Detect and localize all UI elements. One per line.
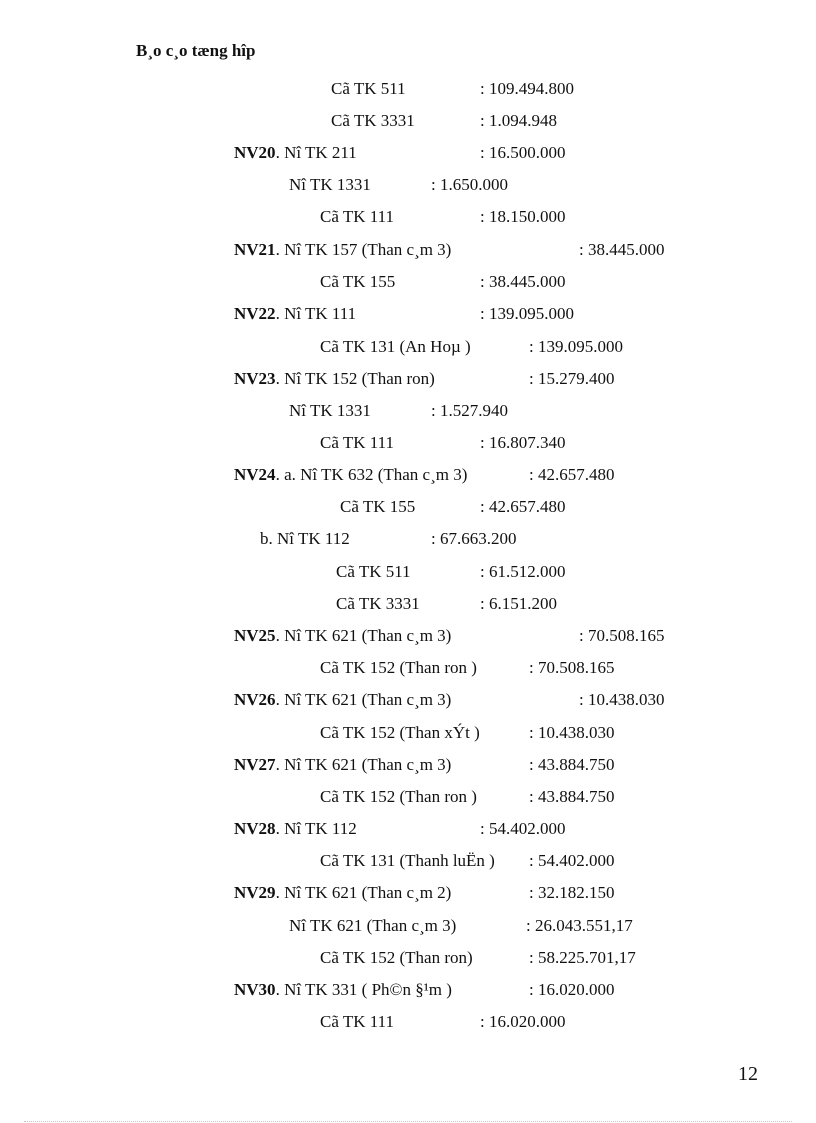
account-text: Cã TK 111 — [320, 207, 394, 226]
amount-value: : 109.494.800 — [480, 79, 574, 98]
entry-line — [234, 690, 451, 710]
account-text: . Nî TK 211 — [275, 143, 357, 162]
entry-tag: NV20 — [234, 143, 276, 162]
account-text: Nî TK 1331 — [289, 175, 371, 194]
entry-line — [320, 433, 394, 453]
page-bottom-rule — [24, 1121, 792, 1122]
amount-value: : 10.438.030 — [579, 690, 665, 709]
amount-value: : 6.151.200 — [480, 594, 557, 613]
entry-tag: NV23 — [234, 369, 276, 388]
entry-tag: NV26 — [234, 690, 276, 709]
entry-line — [320, 207, 394, 227]
entry-line — [331, 111, 415, 131]
entry-line — [320, 787, 477, 807]
amount-value: : 54.402.000 — [480, 819, 566, 838]
account-text: . Nî TK 112 — [275, 819, 357, 838]
account-text: . Nî TK 111 — [275, 304, 357, 323]
account-text: Nî TK 621 (Than c¸m 3) — [289, 916, 457, 935]
entry-tag: NV21 — [234, 240, 276, 259]
entry-line — [289, 401, 371, 421]
entry-line — [289, 175, 371, 195]
entry-tag: NV30 — [234, 980, 276, 999]
account-text: Cã TK 152 (Than ron ) — [320, 787, 477, 806]
report-header: B¸o c¸o tæng hîp — [136, 41, 256, 60]
amount-value: : 1.527.940 — [431, 401, 508, 420]
amount-value: : 38.445.000 — [579, 240, 665, 259]
amount-value: : 38.445.000 — [480, 272, 566, 291]
entry-line — [234, 465, 467, 485]
entry-line — [336, 594, 420, 614]
entry-line — [320, 948, 473, 968]
amount-value: : 16.020.000 — [529, 980, 615, 999]
account-text: . Nî TK 621 (Than c¸m 3) — [275, 626, 452, 645]
entry-line — [320, 658, 477, 678]
amount-value: : 70.508.165 — [529, 658, 615, 677]
amount-value: : 16.807.340 — [480, 433, 566, 452]
account-text: . Nî TK 331 ( Ph©n §¹m ) — [275, 980, 452, 999]
entry-line — [234, 819, 357, 839]
amount-value: : 15.279.400 — [529, 369, 615, 388]
account-text: . Nî TK 157 (Than c¸m 3) — [275, 240, 452, 259]
entry-tag: NV22 — [234, 304, 276, 323]
amount-value: : 139.095.000 — [529, 337, 623, 356]
account-text: Cã TK 3331 — [336, 594, 420, 613]
amount-value: : 16.500.000 — [480, 143, 566, 162]
entry-line — [234, 626, 451, 646]
amount-value: : 61.512.000 — [480, 562, 566, 581]
account-text: Cã TK 152 (Than ron) — [320, 948, 473, 967]
entry-tag: NV28 — [234, 819, 276, 838]
account-text: Cã TK 131 (An Hoµ ) — [320, 337, 471, 356]
amount-value: : 1.650.000 — [431, 175, 508, 194]
account-text: . a. Nî TK 632 (Than c¸m 3) — [275, 465, 468, 484]
entry-line — [336, 562, 411, 582]
entry-tag: NV24 — [234, 465, 276, 484]
amount-value: : 32.182.150 — [529, 883, 615, 902]
entry-line — [260, 529, 350, 549]
page-number: 12 — [738, 1063, 758, 1085]
entry-line — [234, 755, 451, 775]
account-text: Nî TK 1331 — [289, 401, 371, 420]
account-text: Cã TK 3331 — [331, 111, 415, 130]
entry-line — [234, 980, 452, 1000]
amount-value: : 54.402.000 — [529, 851, 615, 870]
account-text: . Nî TK 621 (Than c¸m 2) — [275, 883, 452, 902]
account-text: b. Nî TK 112 — [260, 529, 350, 548]
amount-value: : 43.884.750 — [529, 755, 615, 774]
entry-line — [320, 723, 480, 743]
entry-line — [234, 240, 451, 260]
entry-line — [234, 143, 357, 163]
account-text: . Nî TK 621 (Than c¸m 3) — [275, 690, 452, 709]
amount-value: : 42.657.480 — [529, 465, 615, 484]
amount-value: : 16.020.000 — [480, 1012, 566, 1031]
amount-value: : 67.663.200 — [431, 529, 517, 548]
entry-line — [320, 272, 395, 292]
amount-value: : 70.508.165 — [579, 626, 665, 645]
entry-line — [234, 883, 451, 903]
amount-value: : 139.095.000 — [480, 304, 574, 323]
account-text: Cã TK 152 (Than ron ) — [320, 658, 477, 677]
account-text: . Nî TK 621 (Than c¸m 3) — [275, 755, 452, 774]
account-text: Cã TK 511 — [336, 562, 411, 581]
entry-line — [289, 916, 456, 936]
account-text: Cã TK 152 (Than xÝt ) — [320, 723, 480, 742]
account-text: Cã TK 511 — [331, 79, 406, 98]
amount-value: : 58.225.701,17 — [529, 948, 636, 967]
entry-line — [320, 1012, 394, 1032]
amount-value: : 10.438.030 — [529, 723, 615, 742]
account-text: Cã TK 111 — [320, 1012, 394, 1031]
account-text: Cã TK 155 — [340, 497, 416, 516]
amount-value: : 42.657.480 — [480, 497, 566, 516]
entry-line — [340, 497, 415, 517]
entry-line — [234, 369, 435, 389]
account-text: Cã TK 111 — [320, 433, 394, 452]
entry-tag: NV25 — [234, 626, 276, 645]
amount-value: : 1.094.948 — [480, 111, 557, 130]
amount-value: : 26.043.551,17 — [526, 916, 633, 935]
entry-line — [331, 79, 406, 99]
account-text: Cã TK 155 — [320, 272, 396, 291]
entry-line — [234, 304, 356, 324]
amount-value: : 18.150.000 — [480, 207, 566, 226]
entry-tag: NV29 — [234, 883, 276, 902]
entry-tag: NV27 — [234, 755, 276, 774]
account-text: Cã TK 131 (Thanh luËn ) — [320, 851, 495, 870]
entry-line — [320, 337, 471, 357]
amount-value: : 43.884.750 — [529, 787, 615, 806]
account-text: . Nî TK 152 (Than ron) — [275, 369, 435, 388]
entry-line — [320, 851, 495, 871]
